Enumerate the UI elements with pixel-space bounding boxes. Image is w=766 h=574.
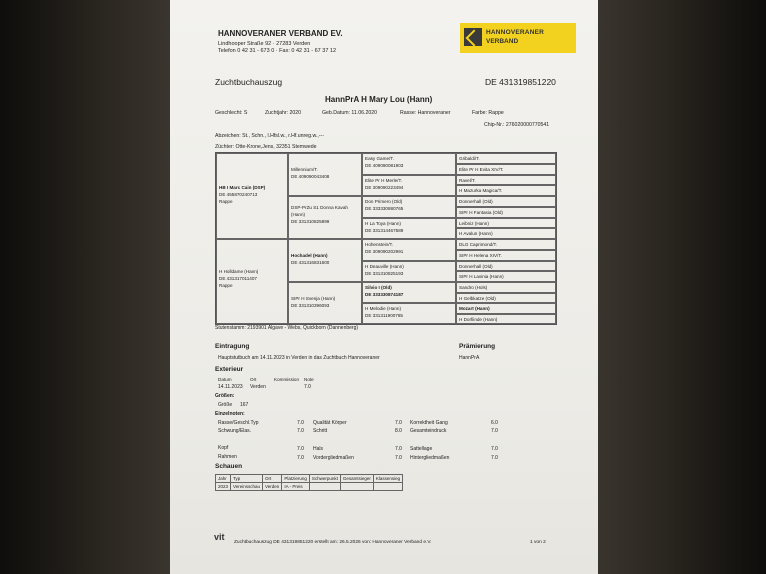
note-value: 7.0 [491, 428, 498, 434]
info-year: Zuchtjahr: 2020 [265, 110, 302, 116]
table-cell: IA - Preis [282, 483, 310, 491]
pedigree-dam-sire: Hochadel (Hann) DE 431316831600 [288, 239, 362, 282]
praemierung-heading: Prämierung [459, 343, 496, 350]
table-row [216, 483, 403, 491]
note-value: 6.0 [491, 420, 498, 426]
schauen-heading: Schauen [215, 463, 243, 470]
vit-logo: vit [214, 532, 225, 542]
pedigree-gen4-13: Sandro (Hols) [456, 282, 556, 293]
note-label: Korrektheit Gang [410, 420, 448, 426]
org-phone: Telefon 0 42 31 - 673 0 · Fax: 0 42 31 - 67 37 12 [218, 48, 337, 54]
praemierung-value: HannPrA [459, 355, 480, 361]
note-value: 7.0 [297, 420, 304, 426]
pedigree-gen3-3: Don Primero (Old) DE 333330880765 [362, 196, 456, 218]
pedigree-gen4-8: H Avalun (Hann) [456, 228, 556, 239]
note-value: 7.0 [491, 455, 498, 461]
table-cell [373, 483, 402, 491]
pedigree-gen3-7: Silvio I (Old) DE 333330874187 [362, 282, 456, 303]
note-value: 7.0 [395, 446, 402, 452]
einzelnoten-heading: Einzelnoten: [215, 411, 245, 417]
logo-line2: VERBAND [486, 38, 519, 45]
info-color: Farbe: Rappe [472, 110, 504, 116]
footer-text: Zuchtbuchauszug DE 431319851220 erstellt am: 26.5.2026 von: Hannoveraner Verband e.V. [234, 540, 432, 545]
background-left [0, 0, 170, 574]
org-name: HANNOVERANER VERBAND EV. [218, 29, 343, 38]
ext-place: Verden [250, 384, 266, 390]
table-cell: 2023 [216, 483, 231, 491]
eintragung-heading: Eintragung [215, 343, 250, 350]
exterieur-heading: Exterieur [215, 366, 244, 373]
pedigree-gen4-7: Leibniz (Hann) [456, 218, 556, 228]
table-header-cell: Schwerpunkt [309, 475, 340, 483]
ext-col-note: Note [304, 377, 314, 382]
schauen-table [215, 474, 403, 491]
eintragung-text: Hauptstutbuch am 14.11.2023 in Verden in das Zuchtbuch Hannoveraner [218, 355, 380, 361]
groessen-heading: Größen: [215, 393, 235, 399]
pedigree-dam: H Holldame (Hann) DE 431317011407 Rappe [216, 239, 288, 324]
note-label: Rasse/Geschl.Typ [218, 420, 259, 426]
pedigree-gen4-9: DLG Caprimond/T. [456, 239, 556, 250]
horse-head-icon [464, 28, 482, 46]
ext-date: 14.11.2023 [218, 384, 243, 390]
groesse-label: Größe [218, 402, 233, 408]
pedigree-gen3-1: Easy Game/T. DE 409090081903 [362, 153, 456, 175]
ext-col-commission: Kommission [274, 377, 300, 382]
pedigree-gen4-14: H Gelbkatze (Old) [456, 293, 556, 303]
table-cell: Verden [263, 483, 282, 491]
pedigree-gen4-4: H Mazurka Magica/T. [456, 185, 556, 196]
verband-logo [460, 23, 576, 53]
note-label: Vordergliedmaßen [313, 455, 354, 461]
pedigree-gen3-4: H La Toya (Hann) DE 331314467589 [362, 218, 456, 239]
table-header-cell: Typ [231, 475, 263, 483]
table-cell [340, 483, 373, 491]
note-label: Gesamteindruck [410, 428, 447, 434]
info-markings: Abzeichen: St., Schn., l.Hfsl.w., r.Hf.unreg.w.,--- [215, 133, 324, 139]
pedigree-gen4-10: SIPr H Helena XIV/T. [456, 250, 556, 261]
info-breeder: Züchter: Otte-Krone,Jens, 32351 Stemwede [215, 144, 317, 150]
pedigree-sire-dam: DSP-PrZu S1 Donna Kavah (Hann) DE 331310825899 [288, 196, 362, 239]
ext-col-date: Datum [218, 377, 232, 382]
note-value: 7.0 [297, 446, 304, 452]
info-chip: Chip-Nr.: 276020000770541 [484, 122, 550, 128]
note-value: 8.0 [395, 428, 402, 434]
table-header-cell: Klassensieg [373, 475, 402, 483]
pedigree-gen4-16: H Dorfiinde (Hann) [456, 314, 556, 324]
table-header-row [216, 475, 403, 483]
pedigree-gen4-15: Mozart (Hann) [456, 303, 556, 314]
groesse-value: 167 [240, 402, 249, 408]
note-label: Hintergliedmaßen [410, 455, 450, 461]
pedigree-dam-dam: SIPr H Svenja (Hann) DE 331310396093 [288, 282, 362, 324]
ext-note: 7.0 [304, 384, 311, 390]
note-label: Hals [313, 446, 324, 452]
note-value: 7.0 [297, 455, 304, 461]
table-cell: Vereinsschau [231, 483, 263, 491]
studbook-line: Stutenstamm: 2193901 Algave - Webs, Quickborn (Dannenberg) [215, 325, 359, 331]
note-label: Schwung/Elas. [218, 428, 252, 434]
table-header-cell: Gesamtsieger [340, 475, 373, 483]
info-birth: Geb.Datum: 11.06.2020 [322, 110, 377, 116]
pedigree-gen4-1: Gribaldi/T. [456, 153, 556, 164]
note-label: Qualität Körper [313, 420, 347, 426]
footer-page: 1 von 2 [530, 540, 546, 545]
note-label: Rahmen [218, 454, 237, 460]
pedigree-table [215, 152, 557, 325]
pedigree-gen3-5: Hohenstein/T. DE 309090202991 [362, 239, 456, 261]
table-header-cell: Ort [263, 475, 282, 483]
pedigree-gen4-6: SIPr H Fantasia (Old) [456, 207, 556, 218]
table-header-cell: Jahr [216, 475, 231, 483]
pedigree-sire-sire: Millennium/T. DE 409090043408 [288, 153, 362, 196]
pedigree-gen4-3: Ravel/T. [456, 175, 556, 185]
document-number: DE 431319851220 [485, 77, 556, 87]
org-address: Lindhooper Straße 92 · 27283 Verden [218, 41, 311, 47]
pedigree-sire: HB I Marc Cain (DSP) DE 455870240713 Rappe [216, 153, 288, 239]
pedigree-gen4-11: Donnerhall (Old) [456, 261, 556, 271]
document-title: Zuchtbuchauszug [215, 77, 283, 87]
table-cell [309, 483, 340, 491]
note-value: 7.0 [297, 428, 304, 434]
background-right [596, 0, 766, 574]
info-sex: Geschlecht: S [215, 110, 248, 116]
ext-col-place: Ort [250, 377, 257, 382]
pedigree-gen4-2: Elite Pr H Evita XIV/T. [456, 164, 556, 175]
pedigree-gen3-2: Elite Pr H Merle/T. DE 309090223494 [362, 175, 456, 196]
info-breed: Rasse: Hannoveraner [400, 110, 451, 116]
note-label: Sattellage [410, 446, 433, 452]
logo-line1: HANNOVERANER [486, 29, 545, 36]
document-sheet [170, 0, 598, 574]
note-label: Schritt [313, 428, 328, 434]
pedigree-gen4-5: Donnerhall (Old) [456, 196, 556, 207]
pedigree-gen3-6: H Deauville (Hann) DE 331310825193 [362, 261, 456, 282]
note-label: Kopf [218, 445, 229, 451]
pedigree-gen3-8: H Melodie (Hann) DE 331311900785 [362, 303, 456, 324]
note-value: 7.0 [395, 420, 402, 426]
pedigree-gen4-12: SIPr H Lavinia (Hann) [456, 271, 556, 282]
note-value: 7.0 [395, 455, 402, 461]
table-header-cell: Platzierung [282, 475, 310, 483]
note-value: 7.0 [491, 446, 498, 452]
horse-name: HannPrA H Mary Lou (Hann) [325, 95, 433, 104]
